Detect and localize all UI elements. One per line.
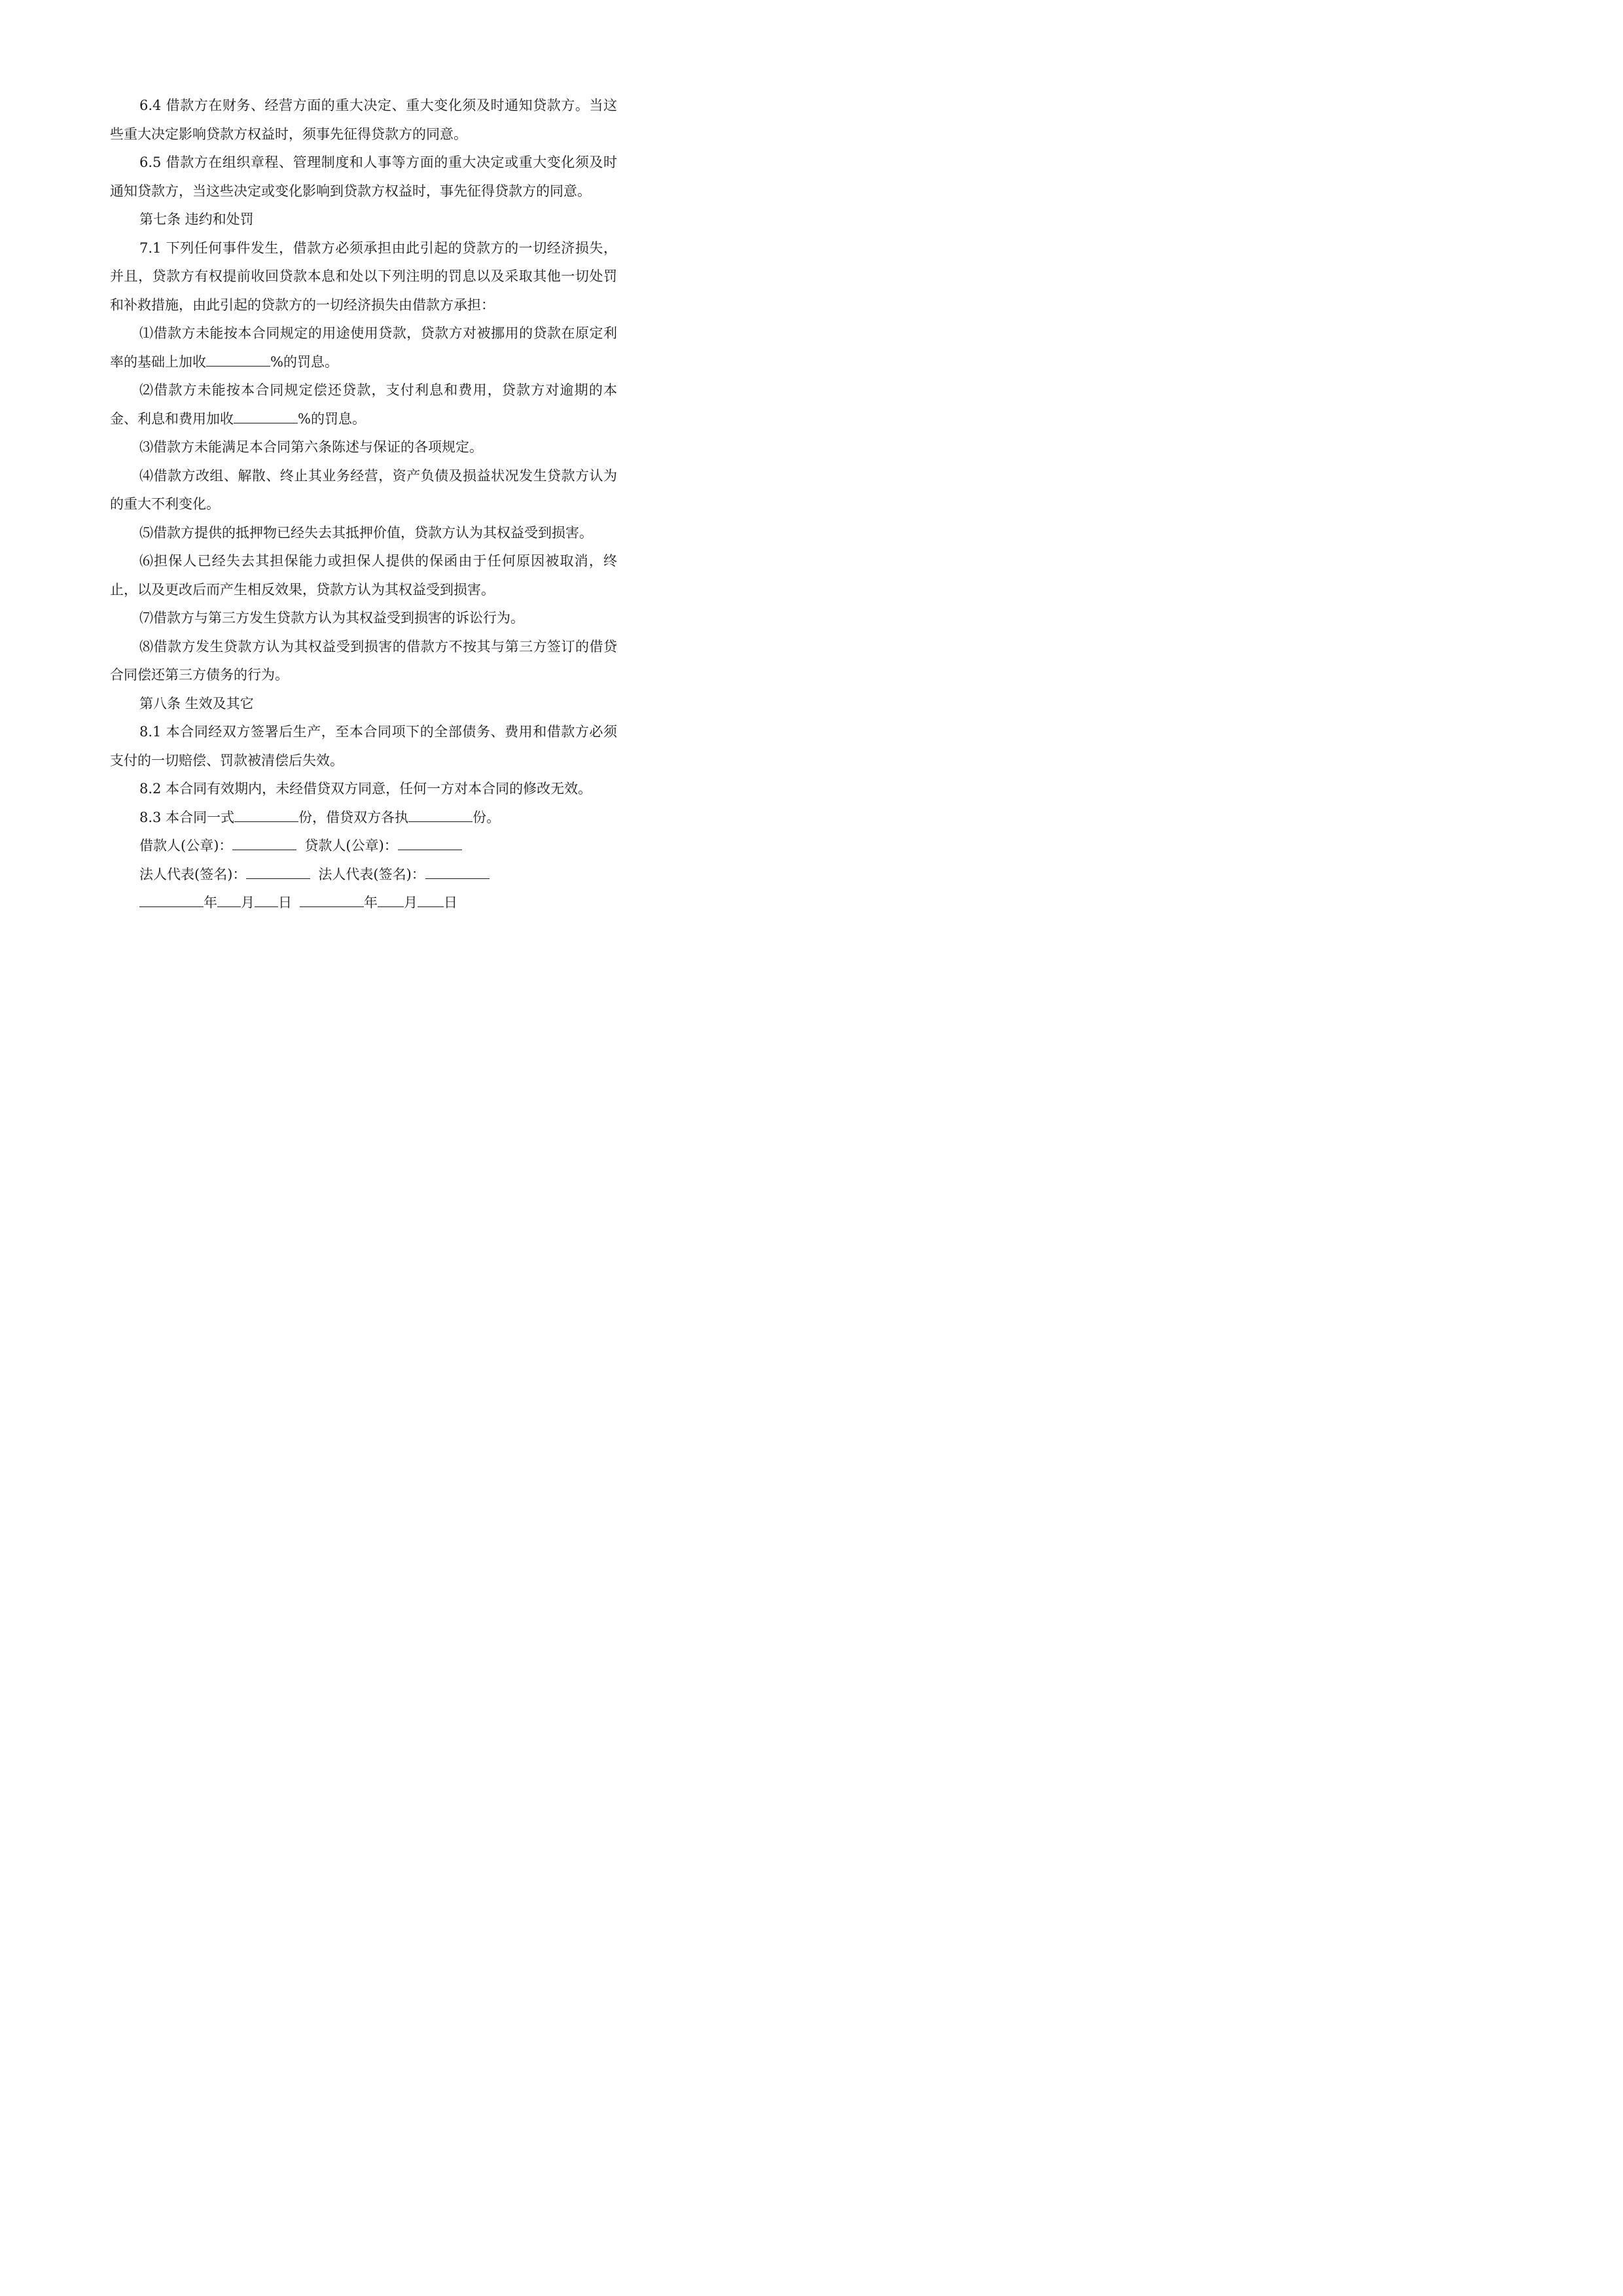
day-label-1: 日: [278, 895, 292, 910]
borrower-rep-label: 法人代表(签名)：: [139, 866, 247, 882]
clause-8-3-mid: 份，借贷双方各执: [298, 809, 409, 825]
rate-blank-1[interactable]: [206, 353, 270, 367]
item-1: [110, 319, 617, 376]
item-5: ⑸借款方提供的抵押物已经失去其抵押价值，贷款方认为其权益受到损害。: [139, 524, 593, 541]
lender-rep-blank[interactable]: [425, 865, 490, 879]
lender-month-blank[interactable]: [378, 893, 404, 907]
lender-seal-blank[interactable]: [398, 836, 462, 850]
year-label-2: 年: [364, 895, 378, 910]
day-label-2: 日: [444, 895, 457, 910]
clause-8-3: [110, 804, 617, 833]
clause-8-3-suffix: 份。: [473, 809, 501, 825]
item-1-suffix: %的罚息。: [270, 353, 338, 370]
date-line: [110, 889, 617, 918]
lender-year-blank[interactable]: [300, 893, 364, 907]
item-1-text: ⑴借款方未能按本合同规定的用途使用贷款，贷款方对被挪用的贷款在原定利率的基础上加收: [110, 325, 617, 370]
clause-8-3-text: 8.3 本合同一式: [139, 809, 235, 825]
clause-6-5: 6.5 借款方在组织章程、管理制度和人事等方面的重大决定或重大变化须及时通知贷款方，当这些决定或变化影响到贷款方权益时，事先征得贷款方的同意。: [110, 154, 617, 199]
clause-7-1: 7.1 下列任何事件发生，借款方必须承担由此引起的贷款方的一切经济损失，并且，贷款方有权提前收回贷款本息和处以下列注明的罚息以及采取其他一切处罚和补救措施，由此引起的贷款方的一切经济损失由借款方承担：: [110, 240, 617, 313]
seal-line: [110, 832, 617, 861]
copies-blank[interactable]: [234, 808, 298, 822]
borrower-year-blank[interactable]: [139, 893, 204, 907]
document-page: [0, 0, 726, 1027]
item-2-text: ⑵借款方未能按本合同规定偿还贷款，支付利息和费用，贷款方对逾期的本金、利息和费用加收: [110, 382, 617, 427]
clause-6-4: 6.4 借款方在财务、经营方面的重大决定、重大变化须及时通知贷款方。当这些重大决定影响贷款方权益时，须事先征得贷款方的同意。: [110, 98, 617, 142]
item-7: ⑺借款方与第三方发生贷款方认为其权益受到损害的诉讼行为。: [139, 610, 524, 626]
month-label-2: 月: [404, 895, 418, 910]
item-2: [110, 376, 617, 433]
clause-8-2: 8.2 本合同有效期内，未经借贷双方同意，任何一方对本合同的修改无效。: [139, 781, 592, 797]
item-3: ⑶借款方未能满足本合同第六条陈述与保证的各项规定。: [139, 439, 483, 455]
representative-line: [110, 861, 617, 889]
article-8-heading: 第八条 生效及其它: [139, 695, 254, 711]
item-2-suffix: %的罚息。: [298, 410, 366, 427]
borrower-rep-blank[interactable]: [246, 865, 310, 879]
clause-8-1: 8.1 本合同经双方签署后生产，至本合同项下的全部债务、费用和借款方必须支付的一切赔偿、罚款被清偿后失效。: [110, 724, 617, 768]
borrower-day-blank[interactable]: [255, 893, 278, 907]
contract-body: [110, 92, 617, 918]
year-label-1: 年: [204, 895, 217, 910]
lender-rep-label: 法人代表(签名)：: [318, 866, 425, 882]
borrower-seal-label: 借款人(公章)：: [139, 838, 233, 853]
rate-blank-2[interactable]: [234, 410, 298, 423]
borrower-month-blank[interactable]: [217, 893, 241, 907]
borrower-seal-blank[interactable]: [232, 836, 296, 850]
item-8: ⑻借款方发生贷款方认为其权益受到损害的借款方不按其与第三方签订的借贷合同偿还第三方债务的行为。: [110, 638, 617, 683]
item-4: ⑷借款方改组、解散、终止其业务经营，资产负债及损益状况发生贷款方认为的重大不利变化。: [110, 467, 617, 512]
article-7-heading: 第七条 违约和处罚: [139, 211, 254, 227]
item-6: ⑹担保人已经失去其担保能力或担保人提供的保函由于任何原因被取消，终止，以及更改后而产生相反效果，贷款方认为其权益受到损害。: [110, 553, 617, 598]
lender-day-blank[interactable]: [418, 893, 444, 907]
copies-each-blank[interactable]: [408, 808, 473, 822]
lender-seal-label: 贷款人(公章)：: [304, 838, 398, 853]
month-label-1: 月: [241, 895, 255, 910]
